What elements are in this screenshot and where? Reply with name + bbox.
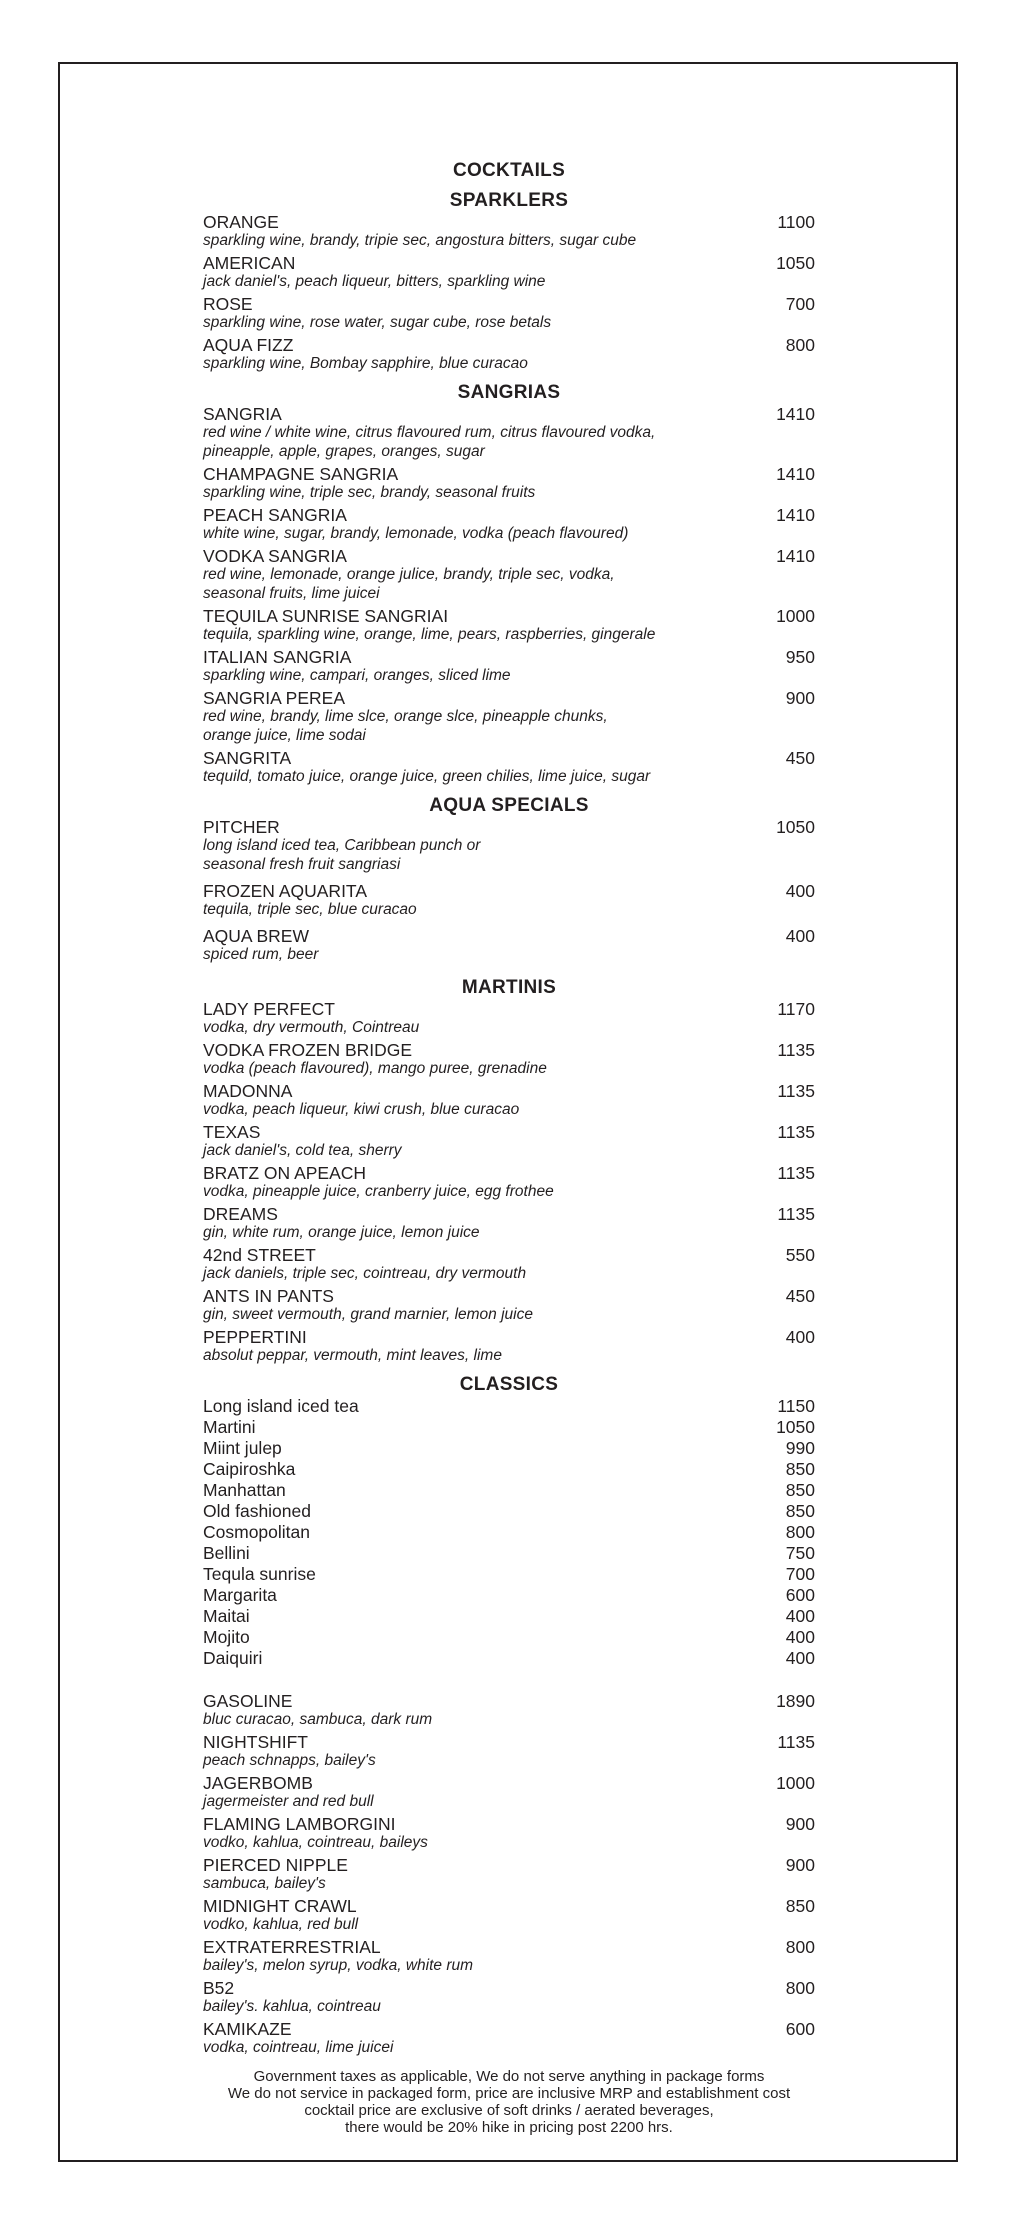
item-price: 1050	[776, 1417, 815, 1437]
item-price: 750	[785, 1543, 815, 1563]
item-name: PIERCED NIPPLE	[203, 1855, 348, 1875]
item-name: Miint julep	[203, 1438, 282, 1458]
item-price: 1890	[776, 1691, 815, 1711]
item-price: 850	[785, 1459, 815, 1479]
item-name: DREAMS	[203, 1204, 278, 1224]
item-price: 1410	[776, 464, 815, 484]
item-description: sparkling wine, triple sec, brandy, seasonal fruits	[203, 484, 536, 501]
item-name: Cosmopolitan	[203, 1522, 310, 1542]
item-description: vodka, cointreau, lime juicei	[203, 2039, 394, 2056]
item-description: vodka, dry vermouth, Cointreau	[203, 1019, 420, 1036]
item-name: SANGRITA	[203, 748, 292, 768]
footer-note: We do not service in packaged form, price are inclusive MRP and establishment cost	[227, 2085, 791, 2102]
item-description: sparkling wine, rose water, sugar cube, rose betals	[203, 314, 552, 331]
item-description: peach schnapps, bailey's	[203, 1752, 376, 1769]
item-description: orange juice, lime sodai	[203, 727, 366, 744]
item-name: Martini	[203, 1417, 256, 1437]
section-heading: MARTINIS	[461, 977, 557, 998]
item-price: 1135	[777, 1081, 815, 1101]
item-name: TEXAS	[203, 1122, 261, 1142]
item-name: Manhattan	[203, 1480, 286, 1500]
item-description: gin, sweet vermouth, grand marnier, lemon juice	[203, 1306, 533, 1323]
item-description: jack daniels, triple sec, cointreau, dry vermouth	[203, 1265, 527, 1282]
item-name: FLAMING LAMBORGINI	[203, 1814, 396, 1834]
item-price: 600	[785, 2019, 815, 2039]
item-description: bluc curacao, sambuca, dark rum	[203, 1711, 433, 1728]
item-price: 850	[785, 1480, 815, 1500]
item-price: 700	[785, 294, 815, 314]
item-description: red wine / white wine, citrus flavoured rum, citrus flavoured vodka,	[203, 424, 656, 441]
item-description: jagermeister and red bull	[203, 1793, 374, 1810]
item-description: white wine, sugar, brandy, lemonade, vodka (peach flavoured)	[203, 525, 629, 542]
item-price: 1100	[777, 212, 815, 232]
item-name: B52	[203, 1978, 235, 1998]
item-name: ANTS IN PANTS	[203, 1286, 334, 1306]
item-name: SANGRIA	[203, 404, 282, 424]
item-description: long island iced tea, Caribbean punch or	[203, 837, 481, 854]
item-name: LADY PERFECT	[203, 999, 335, 1019]
item-price: 800	[785, 335, 815, 355]
item-price: 400	[785, 1327, 815, 1347]
item-name: Mojito	[203, 1627, 250, 1647]
item-description: absolut peppar, vermouth, mint leaves, lime	[203, 1347, 502, 1364]
item-name: NIGHTSHIFT	[203, 1732, 308, 1752]
item-price: 850	[785, 1896, 815, 1916]
item-name: PITCHER	[203, 817, 280, 837]
item-price: 550	[785, 1245, 815, 1265]
item-price: 1135	[777, 1122, 815, 1142]
item-price: 450	[785, 1286, 815, 1306]
item-name: MADONNA	[203, 1081, 293, 1101]
item-description: vodka, pineapple juice, cranberry juice, egg frothee	[203, 1183, 554, 1200]
section-heading: SPARKLERS	[449, 190, 569, 211]
item-price: 1135	[777, 1204, 815, 1224]
item-name: Margarita	[203, 1585, 277, 1605]
item-description: seasonal fresh fruit sangriasi	[203, 856, 401, 873]
item-name: Tequla sunrise	[203, 1564, 316, 1584]
item-price: 1000	[776, 1773, 815, 1793]
item-description: sambuca, bailey's	[203, 1875, 326, 1892]
item-name: KAMIKAZE	[203, 2019, 292, 2039]
footer-note: Government taxes as applicable, We do not serve anything in package forms	[253, 2068, 765, 2085]
item-name: JAGERBOMB	[203, 1773, 313, 1793]
item-description: gin, white rum, orange juice, lemon juice	[203, 1224, 480, 1241]
item-description: seasonal fruits, lime juicei	[203, 585, 380, 602]
item-name: EXTRATERRESTRIAL	[203, 1937, 381, 1957]
item-price: 400	[785, 926, 815, 946]
item-price: 800	[785, 1978, 815, 1998]
item-name: Caipiroshka	[203, 1459, 296, 1479]
item-description: sparkling wine, Bombay sapphire, blue curacao	[203, 355, 528, 372]
item-name: CHAMPAGNE SANGRIA	[203, 464, 399, 484]
item-price: 1135	[777, 1732, 815, 1752]
item-price: 900	[785, 688, 815, 708]
item-description: vodko, kahlua, cointreau, baileys	[203, 1834, 428, 1851]
item-description: vodka (peach flavoured), mango puree, grenadine	[203, 1060, 547, 1077]
item-price: 850	[785, 1501, 815, 1521]
item-name: ORANGE	[203, 212, 279, 232]
item-description: bailey's. kahlua, cointreau	[203, 1998, 381, 2015]
item-price: 1410	[776, 546, 815, 566]
item-price: 600	[785, 1585, 815, 1605]
item-description: sparkling wine, campari, oranges, sliced lime	[203, 667, 511, 684]
item-description: sparkling wine, brandy, tripie sec, angostura bitters, sugar cube	[203, 232, 637, 249]
item-description: red wine, lemonade, orange julice, brandy, triple sec, vodka,	[203, 566, 615, 583]
item-name: VODKA FROZEN BRIDGE	[203, 1040, 413, 1060]
item-price: 1135	[777, 1040, 815, 1060]
item-price: 800	[785, 1937, 815, 1957]
item-description: jack daniel's, cold tea, sherry	[203, 1142, 402, 1159]
item-name: 42nd STREET	[203, 1245, 316, 1265]
item-name: AQUA FIZZ	[203, 335, 294, 355]
item-description: vodko, kahlua, red bull	[203, 1916, 359, 1933]
item-description: tequila, triple sec, blue curacao	[203, 901, 417, 918]
item-name: GASOLINE	[203, 1691, 293, 1711]
item-name: AMERICAN	[203, 253, 296, 273]
item-name: MIDNIGHT CRAWL	[203, 1896, 357, 1916]
item-price: 900	[785, 1814, 815, 1834]
item-price: 900	[785, 1855, 815, 1875]
section-heading: AQUA SPECIALS	[429, 795, 589, 816]
item-name: AQUA BREW	[203, 926, 309, 946]
item-price: 400	[785, 1606, 815, 1626]
item-name: PEPPERTINI	[203, 1327, 307, 1347]
item-price: 990	[785, 1438, 815, 1458]
item-price: 1170	[777, 999, 815, 1019]
item-name: BRATZ ON APEACH	[203, 1163, 367, 1183]
item-name: TEQUILA SUNRISE SANGRIAI	[203, 606, 449, 626]
item-name: SANGRIA PEREA	[203, 688, 345, 708]
item-name: FROZEN AQUARITA	[203, 881, 367, 901]
item-price: 950	[785, 647, 815, 667]
item-name: PEACH SANGRIA	[203, 505, 347, 525]
item-name: VODKA SANGRIA	[203, 546, 347, 566]
item-name: Long island iced tea	[203, 1396, 359, 1416]
item-description: red wine, brandy, lime slce, orange slce, pineapple chunks,	[203, 708, 608, 725]
footer-note: there would be 20% hike in pricing post 2200 hrs.	[345, 2119, 673, 2136]
item-price: 1410	[776, 404, 815, 424]
item-price: 450	[785, 748, 815, 768]
item-description: vodka, peach liqueur, kiwi crush, blue curacao	[203, 1101, 520, 1118]
item-price: 1050	[776, 817, 815, 837]
item-price: 400	[785, 881, 815, 901]
item-price: 1000	[776, 606, 815, 626]
item-name: Bellini	[203, 1543, 250, 1563]
item-name: Maitai	[203, 1606, 250, 1626]
item-description: tequild, tomato juice, orange juice, green chilies, lime juice, sugar	[203, 768, 651, 785]
item-price: 1150	[777, 1396, 815, 1416]
item-description: bailey's, melon syrup, vodka, white rum	[203, 1957, 474, 1974]
item-price: 1135	[777, 1163, 815, 1183]
item-price: 400	[785, 1648, 815, 1668]
section-heading: CLASSICS	[459, 1374, 559, 1395]
item-description: pineapple, apple, grapes, oranges, sugar	[203, 443, 485, 460]
item-price: 800	[785, 1522, 815, 1542]
menu-title: COCKTAILS	[452, 160, 566, 181]
item-description: tequila, sparkling wine, orange, lime, pears, raspberries, gingerale	[203, 626, 656, 643]
item-description: spiced rum, beer	[203, 946, 319, 963]
section-heading: SANGRIAS	[457, 382, 561, 403]
item-price: 400	[785, 1627, 815, 1647]
item-description: jack daniel's, peach liqueur, bitters, sparkling wine	[203, 273, 546, 290]
item-name: Daiquiri	[203, 1648, 263, 1668]
item-price: 1050	[776, 253, 815, 273]
item-name: Old fashioned	[203, 1501, 311, 1521]
item-name: ITALIAN SANGRIA	[203, 647, 352, 667]
item-price: 1410	[776, 505, 815, 525]
item-price: 700	[785, 1564, 815, 1584]
footer-note: cocktail price are exclusive of soft drinks / aerated beverages,	[304, 2102, 714, 2119]
item-name: ROSE	[203, 294, 253, 314]
